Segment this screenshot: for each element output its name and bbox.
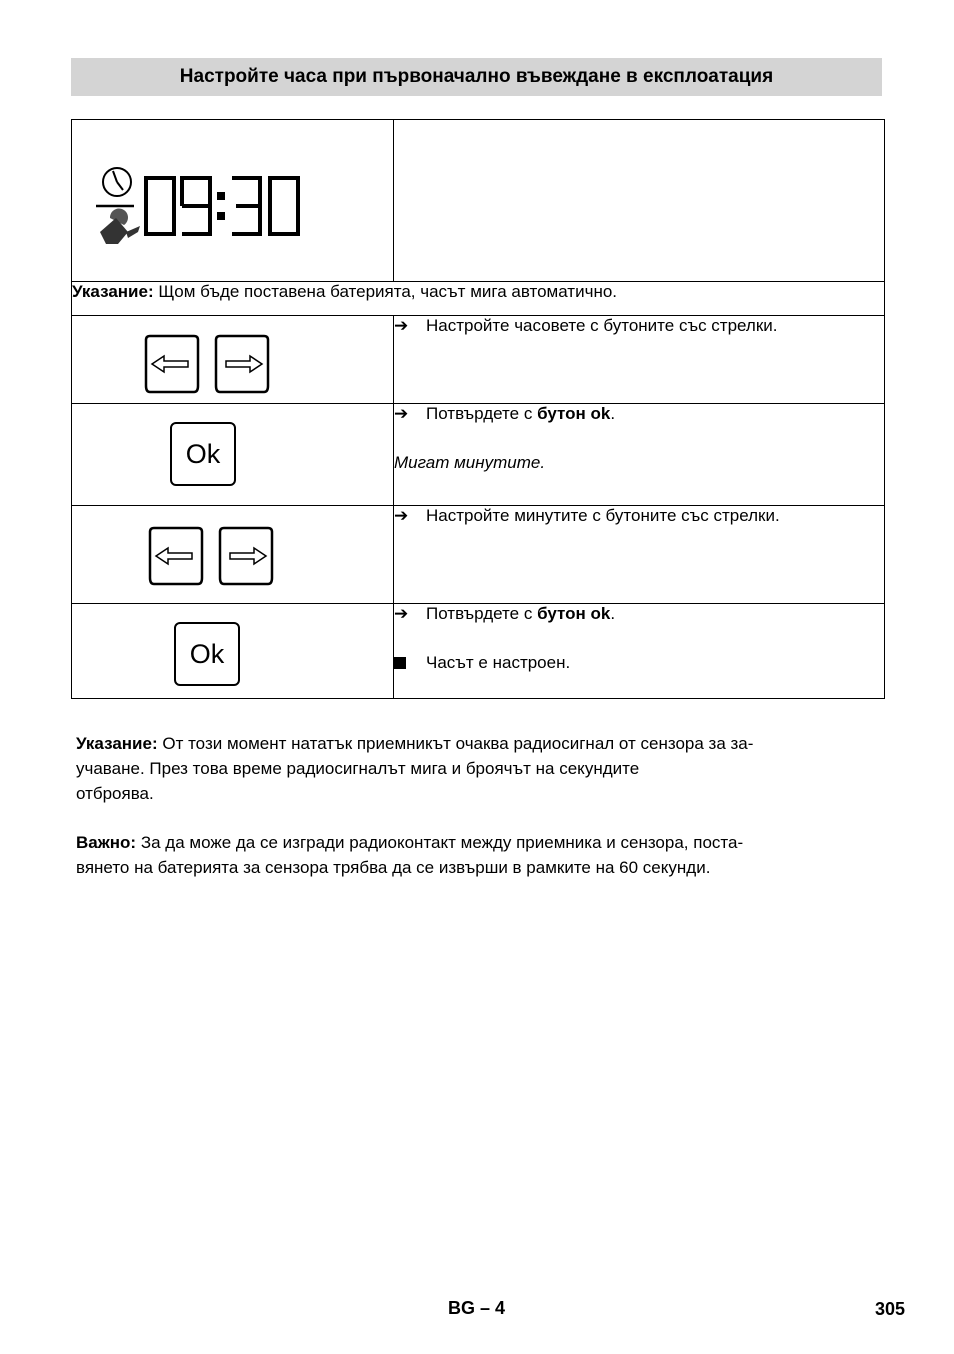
step-text-post: . — [610, 604, 616, 623]
step-row — [72, 316, 885, 404]
page-number: 305 — [875, 1299, 906, 1319]
note2-line3: отброява. — [76, 784, 154, 803]
step-row — [72, 404, 885, 506]
arrow-bullet-icon: ➔ — [394, 404, 409, 423]
note-paragraph — [76, 731, 886, 806]
display-row — [72, 120, 885, 282]
display-cell — [72, 120, 394, 282]
step-row — [72, 604, 885, 699]
step-row — [72, 506, 885, 604]
arrow-bullet-icon: ➔ — [394, 316, 409, 335]
note-cell — [72, 282, 885, 316]
ok-button-cell — [72, 404, 394, 506]
right-arrow-icon — [230, 548, 266, 564]
step-text: Настройте минутите с бутоните със стрелки. — [426, 506, 780, 525]
important-label: Важно: — [76, 833, 137, 852]
arrow-bullet-icon: ➔ — [394, 506, 409, 525]
ok-button — [174, 622, 240, 686]
important-line1: За да може да се изгради радиоконтакт между приемника и сензора, поста- — [136, 833, 744, 852]
arrow-buttons-cell — [72, 316, 394, 404]
square-bullet-icon — [394, 653, 426, 674]
time-digits — [146, 178, 298, 234]
left-arrow-button — [150, 528, 202, 584]
step-text-post: . — [610, 404, 616, 423]
footer-section: BG – 4 — [448, 1298, 506, 1318]
note2-line2: учаване. През това време радиосигналът мига и броячът на секундите — [76, 759, 640, 778]
arrow-bullet-icon: ➔ — [394, 604, 409, 623]
step-text-bold: бутон ok — [537, 604, 611, 623]
step-text-cell — [394, 506, 885, 604]
right-arrow-button — [216, 336, 268, 392]
step-text-pre: Потвърдете с — [426, 404, 538, 423]
note2-label: Указание: — [76, 734, 158, 753]
lcd-display — [96, 166, 326, 256]
instruction-table — [71, 119, 885, 699]
display-empty-cell — [394, 120, 885, 282]
important-line2: вянето на батерията за сензора трябва да се извърши в рамките на 60 секунди. — [76, 858, 711, 877]
note-label: Указание: — [72, 282, 154, 301]
clock-icon — [103, 168, 131, 196]
ok-label: Ok — [185, 439, 221, 469]
step-text-pre: Потвърдете с — [426, 604, 538, 623]
arrow-buttons-cell — [72, 506, 394, 604]
note-row — [72, 282, 885, 316]
step-text: Настройте часовете с бутоните със стрелки. — [426, 316, 778, 335]
watering-can-icon — [100, 209, 140, 244]
note2-line1: От този момент нататък приемникът очаква радиосигнал от сензора за за- — [157, 734, 754, 753]
left-arrow-icon — [156, 548, 192, 564]
step-result: Часът е настроен. — [426, 653, 571, 672]
time-value: 09:30 — [96, 166, 99, 167]
section-title-text: Настройте часа при първоначално въвеждане в експлоатация — [179, 66, 774, 87]
ok-button — [170, 422, 236, 486]
left-arrow-button — [146, 336, 198, 392]
arrow-buttons — [142, 334, 282, 398]
note-text: Щом бъде поставена батерията, часът мига автоматично. — [153, 282, 618, 301]
left-arrow-icon — [152, 356, 188, 372]
section-title — [71, 58, 882, 96]
step-text-cell — [394, 316, 885, 404]
right-arrow-button — [220, 528, 272, 584]
arrow-buttons — [146, 526, 286, 590]
right-arrow-icon — [226, 356, 262, 372]
ok-button-cell — [72, 604, 394, 699]
step-text-bold: бутон ok — [537, 404, 611, 423]
ok-label: Ok — [189, 639, 225, 669]
step-text-cell — [394, 404, 885, 506]
step-note: Мигат минутите. — [394, 453, 546, 472]
important-paragraph — [76, 830, 886, 880]
step-text-cell — [394, 604, 885, 699]
